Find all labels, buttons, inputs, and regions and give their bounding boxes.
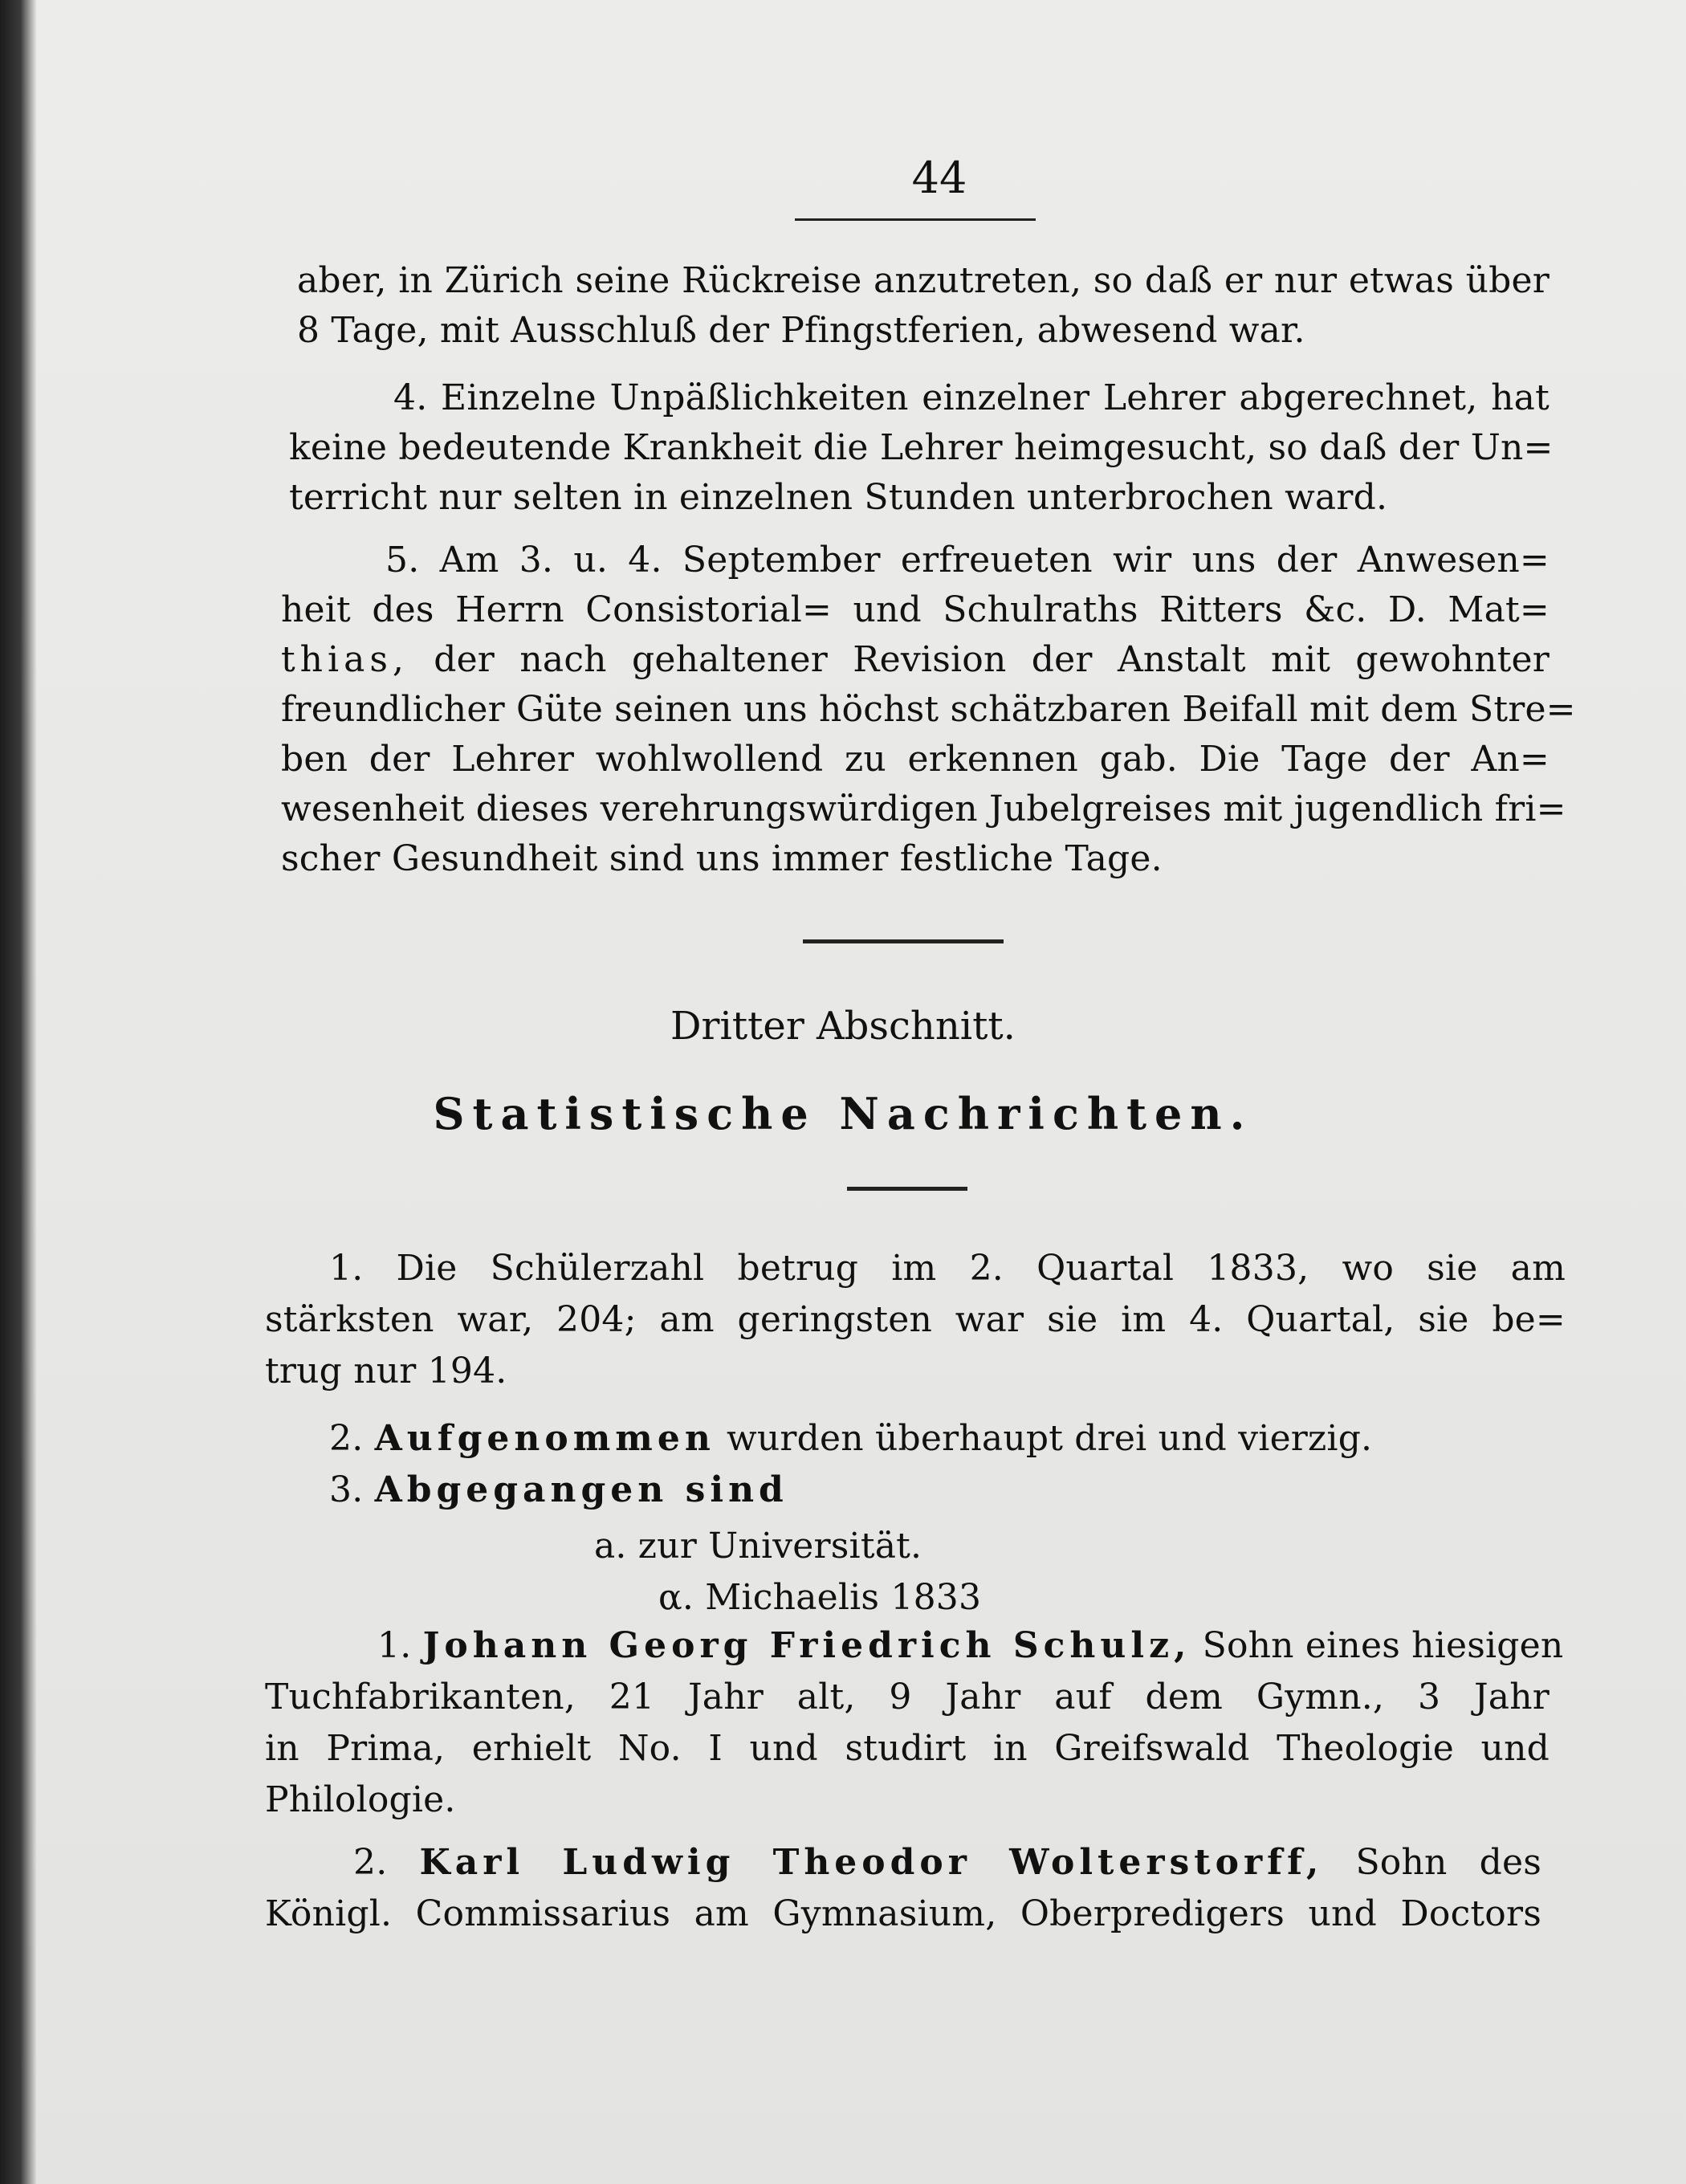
text-line: wesenheit dieses verehrungswürdigen Jubelgreises mit jugendlich fri= (281, 788, 1566, 829)
text-fragment: wurden überhaupt drei und vierzig. (727, 1418, 1373, 1459)
text-line: Philologie. (265, 1779, 456, 1820)
text-line: 1. Die Schülerzahl betrug im 2. Quartal 1833, wo sie am (329, 1248, 1566, 1289)
subheading-michaelis: α. Michaelis 1833 (658, 1577, 982, 1618)
text-line: stärksten war, 204; am geringsten war sie im 4. Quartal, sie be= (265, 1299, 1566, 1340)
text-fragment: der nach gehaltener Revision der Anstalt mit gewohnter (434, 639, 1550, 680)
text-line (377, 1622, 1564, 1670)
text-line: trug nur 194. (265, 1351, 507, 1391)
person-name: Karl Ludwig Theodor Wolterstorff, (419, 1842, 1324, 1883)
item-number: 3. (329, 1469, 364, 1510)
text-line: Tuchfabrikanten, 21 Jahr alt, 9 Jahr auf dem Gymn., 3 Jahr (265, 1677, 1550, 1717)
section-divider (803, 939, 1004, 943)
text-line (329, 1466, 788, 1514)
section-heading: Dritter Abschnitt. (670, 1004, 1016, 1049)
text-line: in Prima, erhielt No. I und studirt in Greifswald Theologie und (265, 1728, 1550, 1769)
text-line: aber, in Zürich seine Rückreise anzutreten, so daß er nur etwas über (297, 260, 1550, 301)
item-number: 2. (329, 1418, 364, 1459)
text-fragment: Sohn des (1355, 1842, 1542, 1883)
item-number: 2. (353, 1842, 388, 1883)
subheading-university: a. zur Universität. (594, 1526, 922, 1567)
text-line (353, 1839, 1541, 1887)
emphasized-word: Aufgenommen (374, 1418, 715, 1459)
title-underline (847, 1187, 967, 1191)
section-title: Statistische Nachrichten. (433, 1088, 1253, 1139)
item-number: 1. (377, 1625, 412, 1666)
header-rule (795, 218, 1036, 221)
text-line: ben der Lehrer wohlwollend zu erkennen gab. Die Tage der An= (281, 739, 1550, 780)
text-line: keine bedeutende Krankheit die Lehrer heimgesucht, so daß der Un= (289, 427, 1554, 468)
text-line: freundlicher Güte seinen uns höchst schätzbaren Beifall mit dem Stre= (281, 689, 1576, 730)
text-line: Königl. Commissarius am Gymnasium, Oberpredigers und Doctors (265, 1893, 1541, 1934)
text-line: 4. Einzelne Unpäßlichkeiten einzelner Lehrer abgerechnet, hat (393, 377, 1550, 418)
text-line: scher Gesundheit sind uns immer festliche Tage. (281, 838, 1163, 879)
person-name: Johann Georg Friedrich Schulz, (422, 1625, 1191, 1666)
text-line: 5. Am 3. u. 4. September erfreueten wir uns der Anwesen= (385, 540, 1550, 581)
text-line: heit des Herrn Consistorial= und Schulraths Ritters &c. D. Mat= (281, 589, 1550, 630)
text-line (329, 1415, 1372, 1463)
text-line (281, 636, 1550, 684)
person-name: thias, (281, 639, 409, 680)
page-number: 44 (911, 153, 967, 203)
text-line: 8 Tage, mit Ausschluß der Pfingstferien, abwesend war. (297, 310, 1305, 351)
text-fragment: Sohn eines hiesigen (1202, 1625, 1564, 1666)
emphasized-word: Abgegangen sind (374, 1469, 788, 1510)
text-line: terricht nur selten in einzelnen Stunden unterbrochen ward. (289, 477, 1388, 518)
